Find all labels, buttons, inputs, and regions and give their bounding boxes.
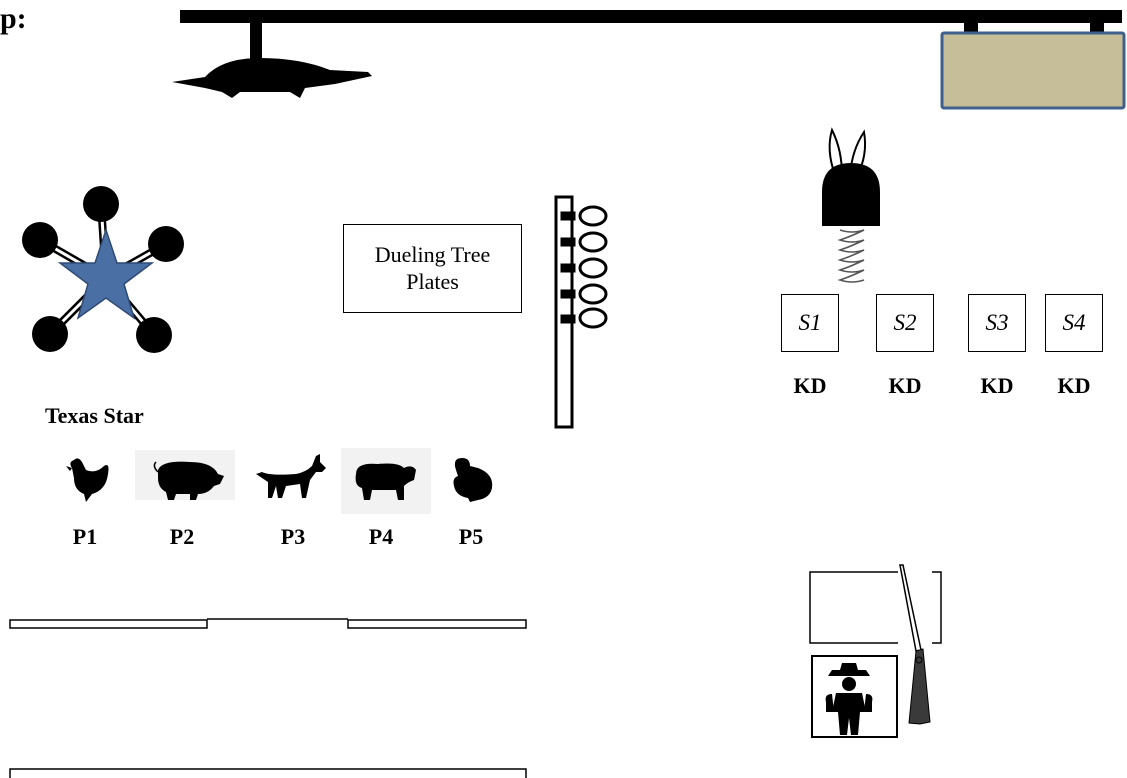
pistol-target-label-p4: P4 — [368, 524, 394, 549]
pistol-target-label-p5: P5 — [458, 524, 484, 549]
steel-target-s3: S3 — [968, 294, 1026, 352]
steel-target-s1: S1 — [781, 294, 839, 352]
goat-icon — [256, 454, 326, 498]
pistol-target-label-p2: P2 — [169, 524, 195, 549]
pistol-target-label-p3: P3 — [280, 524, 306, 549]
dueling-tree-label: Dueling Tree Plates — [374, 242, 491, 294]
turkey-icon — [454, 458, 493, 502]
kd-label: KD — [1057, 373, 1091, 398]
pig-icon — [135, 450, 235, 500]
steel-target-s4: S4 — [1045, 294, 1103, 352]
texas-star-label: Texas Star — [45, 403, 144, 428]
kd-label: KD — [980, 373, 1014, 398]
kd-label: KD — [793, 373, 827, 398]
pistol-target-label-p1: P1 — [72, 524, 98, 549]
steel-target-s2: S2 — [876, 294, 934, 352]
chicken-icon — [66, 458, 109, 502]
heading-fragment: p: — [0, 2, 27, 35]
ram-icon — [341, 448, 431, 514]
kd-label: KD — [888, 373, 922, 398]
